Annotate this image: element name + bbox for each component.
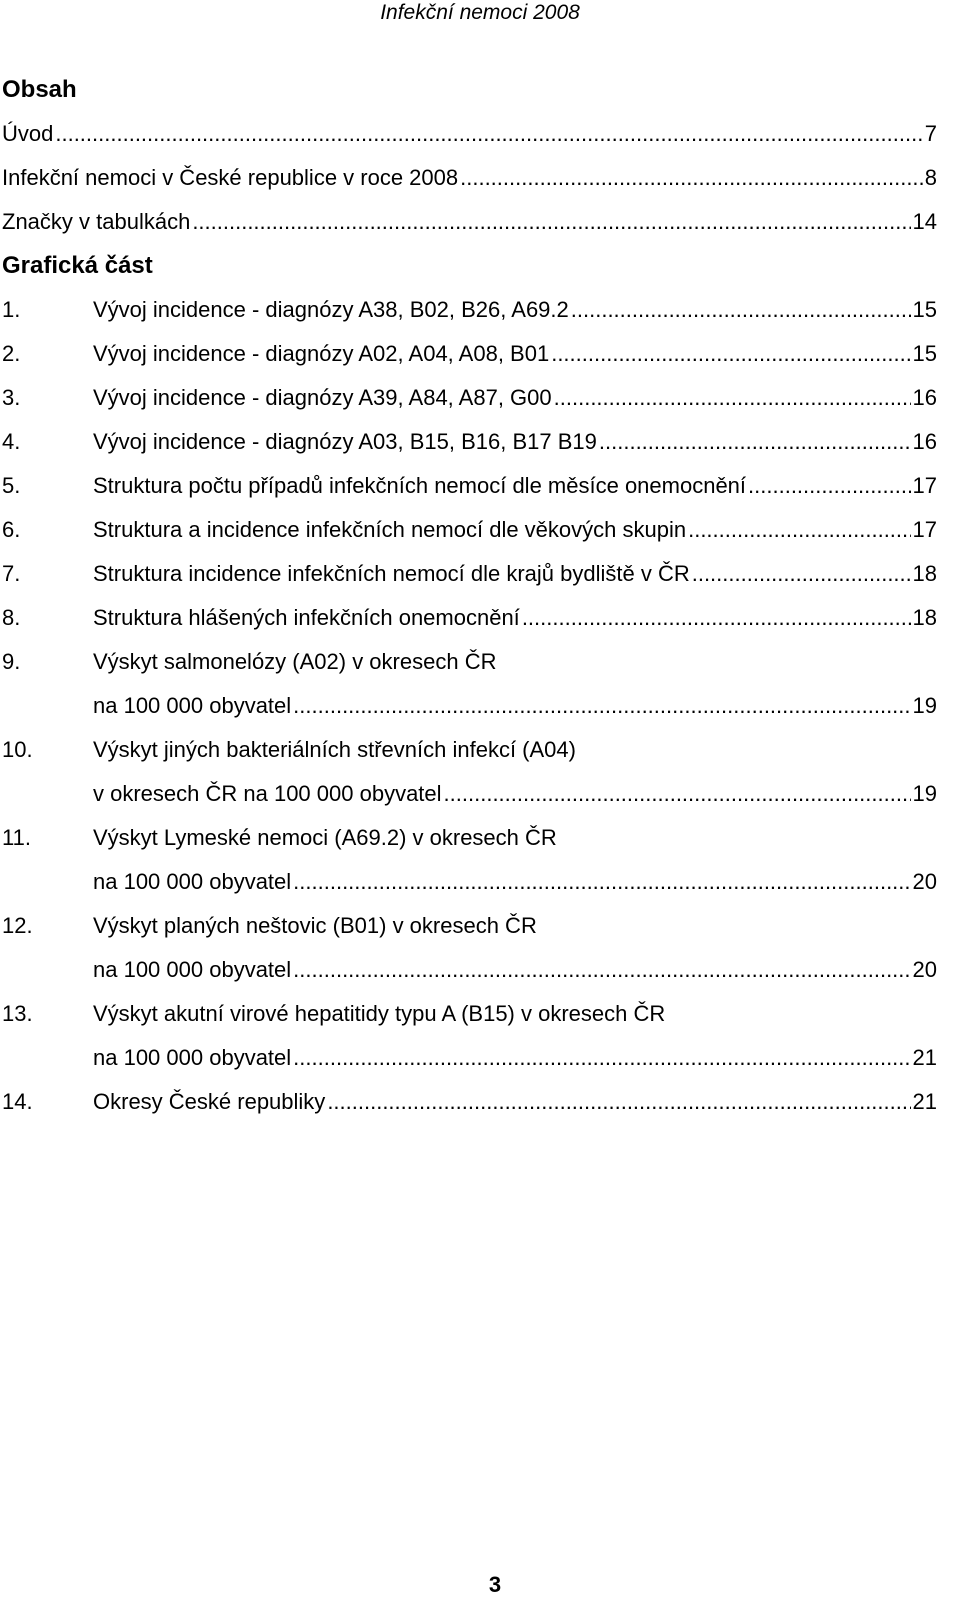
toc-entry-14[interactable] xyxy=(0,1080,937,1124)
toc-entry-page: 18 xyxy=(912,605,937,630)
toc-entry-12[interactable] xyxy=(0,904,937,948)
toc-entry-page: 17 xyxy=(912,473,937,498)
toc-entry-number: 12. xyxy=(2,913,33,938)
toc-entry-title-line1: Výskyt salmonelózy (A02) v okresech ČR xyxy=(93,649,497,674)
toc-entry-page: 15 xyxy=(912,341,937,366)
dot-leader xyxy=(192,200,910,244)
dot-leader xyxy=(551,332,910,376)
toc-entry-number: 11. xyxy=(2,825,31,850)
toc-entry-page: 21 xyxy=(912,1045,937,1070)
toc-entry-number: 5. xyxy=(2,473,21,498)
toc-entry-znacky[interactable] xyxy=(0,200,937,244)
toc-entry-title: Vývoj incidence - diagnózy A03, B15, B16, B17 B19 xyxy=(93,429,597,454)
dot-leader xyxy=(599,420,911,464)
toc-entry-1[interactable] xyxy=(0,288,937,332)
dot-leader xyxy=(293,948,910,992)
toc-entry-number: 8. xyxy=(2,605,21,630)
toc-entry-8[interactable] xyxy=(0,596,937,640)
dot-leader xyxy=(688,508,910,552)
toc-heading: Obsah xyxy=(2,76,77,103)
running-header: Infekční nemoci 2008 xyxy=(380,1,580,24)
toc-entry-title: Struktura počtu případů infekčních nemocí dle měsíce onemocnění xyxy=(93,473,747,498)
toc-entry-title-line2: na 100 000 obyvatel xyxy=(93,1045,292,1070)
toc-entry-13-continuation[interactable] xyxy=(0,1036,937,1080)
toc-entry-title: Vývoj incidence - diagnózy A38, B02, B26, A69.2 xyxy=(93,297,569,322)
toc-entry-title-line1: Výskyt akutní virové hepatitidy typu A (B15) v okresech ČR xyxy=(93,1001,666,1026)
toc-entry-uvod[interactable] xyxy=(0,112,937,156)
dot-leader xyxy=(748,464,910,508)
toc-entry-page: 16 xyxy=(912,385,937,410)
toc-entry-number: 4. xyxy=(2,429,21,454)
toc-entry-title-line2: v okresech ČR na 100 000 obyvatel xyxy=(93,781,442,806)
toc-entry-title: Struktura a incidence infekčních nemocí dle věkových skupin xyxy=(93,517,687,542)
toc-entry-number: 14. xyxy=(2,1089,33,1114)
toc-entry-4[interactable] xyxy=(0,420,937,464)
toc-entry-12-continuation[interactable] xyxy=(0,948,937,992)
toc-entry-title: Struktura hlášených infekčních onemocnění xyxy=(93,605,520,630)
toc-entry-title: Struktura incidence infekčních nemocí dle krajů bydliště v ČR xyxy=(93,561,690,586)
toc-entry-page: 14 xyxy=(912,209,937,234)
toc-entry-number: 10. xyxy=(2,737,33,762)
toc-entry-title-line1: Výskyt planých neštovic (B01) v okresech ČR xyxy=(93,913,537,938)
toc-entry-6[interactable] xyxy=(0,508,937,552)
toc-entry-7[interactable] xyxy=(0,552,937,596)
toc-entry-9[interactable] xyxy=(0,640,937,684)
toc-entry-page: 21 xyxy=(912,1089,937,1114)
dot-leader xyxy=(571,288,911,332)
toc-entry-2[interactable] xyxy=(0,332,937,376)
page-number: 3 xyxy=(488,1572,502,1597)
toc-entry-title: Infekční nemoci v České republice v roce 2008 xyxy=(2,165,459,190)
toc-entry-number: 7. xyxy=(2,561,21,586)
toc-entry-page: 18 xyxy=(912,561,937,586)
toc-entry-10[interactable] xyxy=(0,728,937,772)
dot-leader xyxy=(522,596,911,640)
toc-entry-page: 17 xyxy=(912,517,937,542)
toc-entry-infekcni-nemoci[interactable] xyxy=(0,156,937,200)
dot-leader xyxy=(327,1080,910,1124)
toc-subheading-graficka-cast: Grafická část xyxy=(2,252,153,279)
toc-entry-number: 9. xyxy=(2,649,21,674)
toc-entry-11-continuation[interactable] xyxy=(0,860,937,904)
dot-leader xyxy=(293,1036,910,1080)
toc-entry-number: 13. xyxy=(2,1001,33,1026)
toc-entry-title-line2: na 100 000 obyvatel xyxy=(93,693,292,718)
toc-entry-page: 8 xyxy=(924,165,937,190)
toc-entry-page: 20 xyxy=(912,957,937,982)
toc-entry-page: 7 xyxy=(924,121,937,146)
toc-entry-page: 19 xyxy=(912,781,937,806)
toc-entry-11[interactable] xyxy=(0,816,937,860)
dot-leader xyxy=(460,156,923,200)
dot-leader xyxy=(444,772,911,816)
toc-entry-title: Okresy České republiky xyxy=(93,1089,326,1114)
toc-entry-number: 6. xyxy=(2,517,21,542)
toc-entry-10-continuation[interactable] xyxy=(0,772,937,816)
toc-entry-number: 1. xyxy=(2,297,21,322)
toc-entry-5[interactable] xyxy=(0,464,937,508)
toc-entry-title: Vývoj incidence - diagnózy A39, A84, A87, G00 xyxy=(93,385,552,410)
table-of-contents xyxy=(0,68,960,1124)
dot-leader xyxy=(55,112,922,156)
toc-entry-title: Úvod xyxy=(2,121,54,146)
dot-leader xyxy=(293,684,910,728)
toc-entry-page: 20 xyxy=(912,869,937,894)
toc-entry-title: Značky v tabulkách xyxy=(2,209,191,234)
toc-entry-number: 2. xyxy=(2,341,21,366)
toc-entry-page: 15 xyxy=(912,297,937,322)
toc-entry-title-line2: na 100 000 obyvatel xyxy=(93,957,292,982)
dot-leader xyxy=(554,376,911,420)
toc-entry-13[interactable] xyxy=(0,992,937,1036)
toc-entry-title-line1: Výskyt jiných bakteriálních střevních infekcí (A04) xyxy=(93,737,576,762)
dot-leader xyxy=(293,860,910,904)
toc-entry-9-continuation[interactable] xyxy=(0,684,937,728)
toc-entry-page: 19 xyxy=(912,693,937,718)
toc-entry-3[interactable] xyxy=(0,376,937,420)
toc-entry-title-line2: na 100 000 obyvatel xyxy=(93,869,292,894)
toc-entry-number: 3. xyxy=(2,385,21,410)
dot-leader xyxy=(692,552,911,596)
toc-entry-title-line1: Výskyt Lymeské nemoci (A69.2) v okresech ČR xyxy=(93,825,557,850)
toc-entry-page: 16 xyxy=(912,429,937,454)
toc-entry-title: Vývoj incidence - diagnózy A02, A04, A08, B01 xyxy=(93,341,550,366)
